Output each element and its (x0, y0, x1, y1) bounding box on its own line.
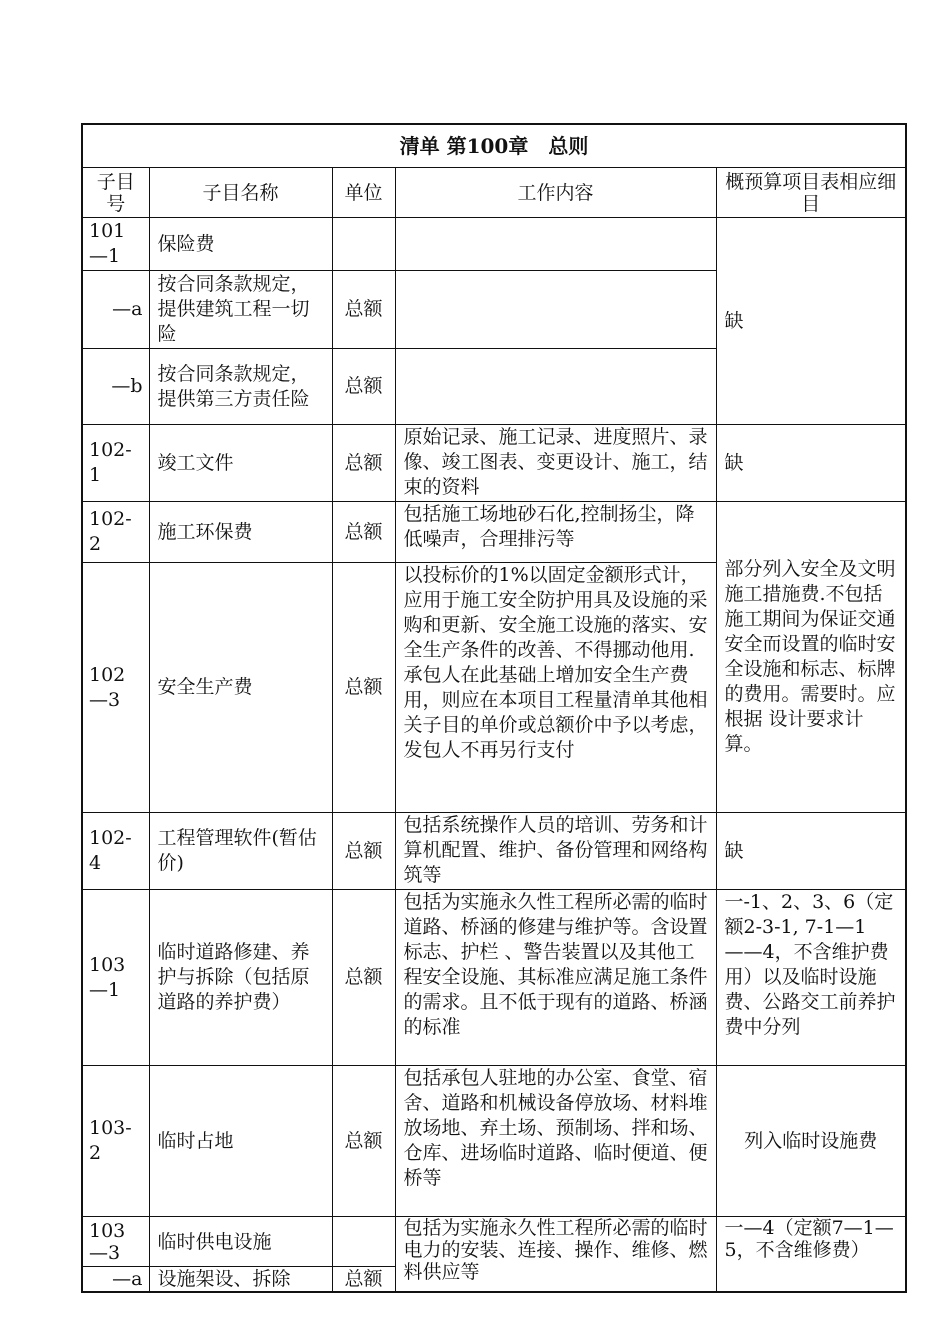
header-name: 子目名称 (149, 168, 332, 218)
row-content: 包括系统操作人员的培训、劳务和计算机配置、维护、备份管理和网络构筑等 (395, 813, 716, 890)
row-unit: 总额 (332, 813, 395, 890)
header-budget: 概预算项目表相应细目 (716, 168, 906, 218)
row-name: 施工环保费 (149, 502, 332, 563)
table-title-row (82, 124, 906, 168)
row-unit: 总额 (332, 1066, 395, 1217)
bill-of-quantities-table (81, 123, 907, 1293)
row-code: 101—1 (82, 218, 149, 271)
row-code: 102—3 (82, 563, 149, 813)
row-name: 保险费 (149, 218, 332, 271)
table-title: 清单 第100章 总则 (82, 124, 906, 168)
row-name: 临时占地 (149, 1066, 332, 1217)
row-name: 按合同条款规定，提供建筑工程一切险 (149, 271, 332, 349)
row-content (395, 349, 716, 425)
row-code: 103—1 (82, 890, 149, 1066)
row-code: 102-1 (82, 425, 149, 502)
row-unit: 总额 (332, 425, 395, 502)
row-content: 包括为实施永久性工程所必需的临时电力的安装、连接、操作、维修、燃料供应等 (395, 1217, 716, 1293)
budget-note-temp-land: 列入临时设施费 (716, 1066, 906, 1217)
budget-note-safety-env: 部分列入安全及文明施工措施费.不包括施工期间为保证交通安全而设置的临时安全设施和标志、标牌的费用。需要时。应根据 设计要求计算。 (716, 502, 906, 813)
table-row (82, 1066, 906, 1217)
row-code: —b (82, 349, 149, 425)
header-unit: 单位 (332, 168, 395, 218)
row-unit: 总额 (332, 890, 395, 1066)
row-unit: 总额 (332, 349, 395, 425)
row-name: 按合同条款规定，提供第三方责任险 (149, 349, 332, 425)
budget-note-temp-power: 一—4（定额7—1—5，不含维修费） (716, 1217, 906, 1293)
row-code: 103—3 (82, 1217, 149, 1267)
row-content: 以投标价的1%以固定金额形式计，应用于施工安全防护用具及设施的采购和更新、安全施工设施的落实、安全生产条件的改善、不得挪动他用.承包人在此基础上增加安全生产费用，则应在本项目工程量清单其他相关子目的单价或总额价中予以考虑，发包人不再另行支付 (395, 563, 716, 813)
row-content: 原始记录、施工记录、进度照片、录像、竣工图表、变更设计、施工，结束的资料 (395, 425, 716, 502)
row-unit: 总额 (332, 271, 395, 349)
row-name: 设施架设、拆除 (149, 1267, 332, 1293)
header-code: 子目号 (82, 168, 149, 218)
table-header-row (82, 168, 906, 218)
table-row (82, 890, 906, 1066)
budget-note-insurance: 缺 (716, 218, 906, 425)
row-name: 安全生产费 (149, 563, 332, 813)
row-unit: 总额 (332, 1267, 395, 1293)
table-row (82, 218, 906, 271)
row-unit (332, 218, 395, 271)
table-row (82, 1217, 906, 1267)
row-content (395, 271, 716, 349)
table-row (82, 502, 906, 563)
budget-note-software: 缺 (716, 813, 906, 890)
row-code: —a (82, 271, 149, 349)
budget-note-temp-road: 一-1、2、3、6（定额2-3-1, 7-1—1——4，不含维护费用）以及临时设施费、公路交工前养护费中分列 (716, 890, 906, 1066)
row-content: 包括为实施永久性工程所必需的临时道路、桥涵的修建与维护等。含设置标志、护栏 、警告装置以及其他工程安全设施、其标准应满足施工条件的需求。且不低于现有的道路、桥涵的标准 (395, 890, 716, 1066)
row-code: 102-2 (82, 502, 149, 563)
row-content: 包括施工场地砂石化,控制扬尘，降低噪声，合理排污等 (395, 502, 716, 563)
row-code: 102-4 (82, 813, 149, 890)
row-name: 临时供电设施 (149, 1217, 332, 1267)
budget-note-completion-docs: 缺 (716, 425, 906, 502)
row-name: 临时道路修建、养护与拆除（包括原道路的养护费） (149, 890, 332, 1066)
row-content (395, 218, 716, 271)
header-content: 工作内容 (395, 168, 716, 218)
row-unit: 总额 (332, 563, 395, 813)
row-code: —a (82, 1267, 149, 1293)
row-code: 103-2 (82, 1066, 149, 1217)
row-name: 竣工文件 (149, 425, 332, 502)
row-name: 工程管理软件(暂估价) (149, 813, 332, 890)
row-unit: 总额 (332, 502, 395, 563)
table-row (82, 425, 906, 502)
row-unit (332, 1217, 395, 1267)
row-content: 包括承包人驻地的办公室、食堂、宿舍、道路和机械设备停放场、材料堆放场地、弃土场、预制场、拌和场、仓库、进场临时道路、临时便道、便桥等 (395, 1066, 716, 1217)
table-row (82, 813, 906, 890)
